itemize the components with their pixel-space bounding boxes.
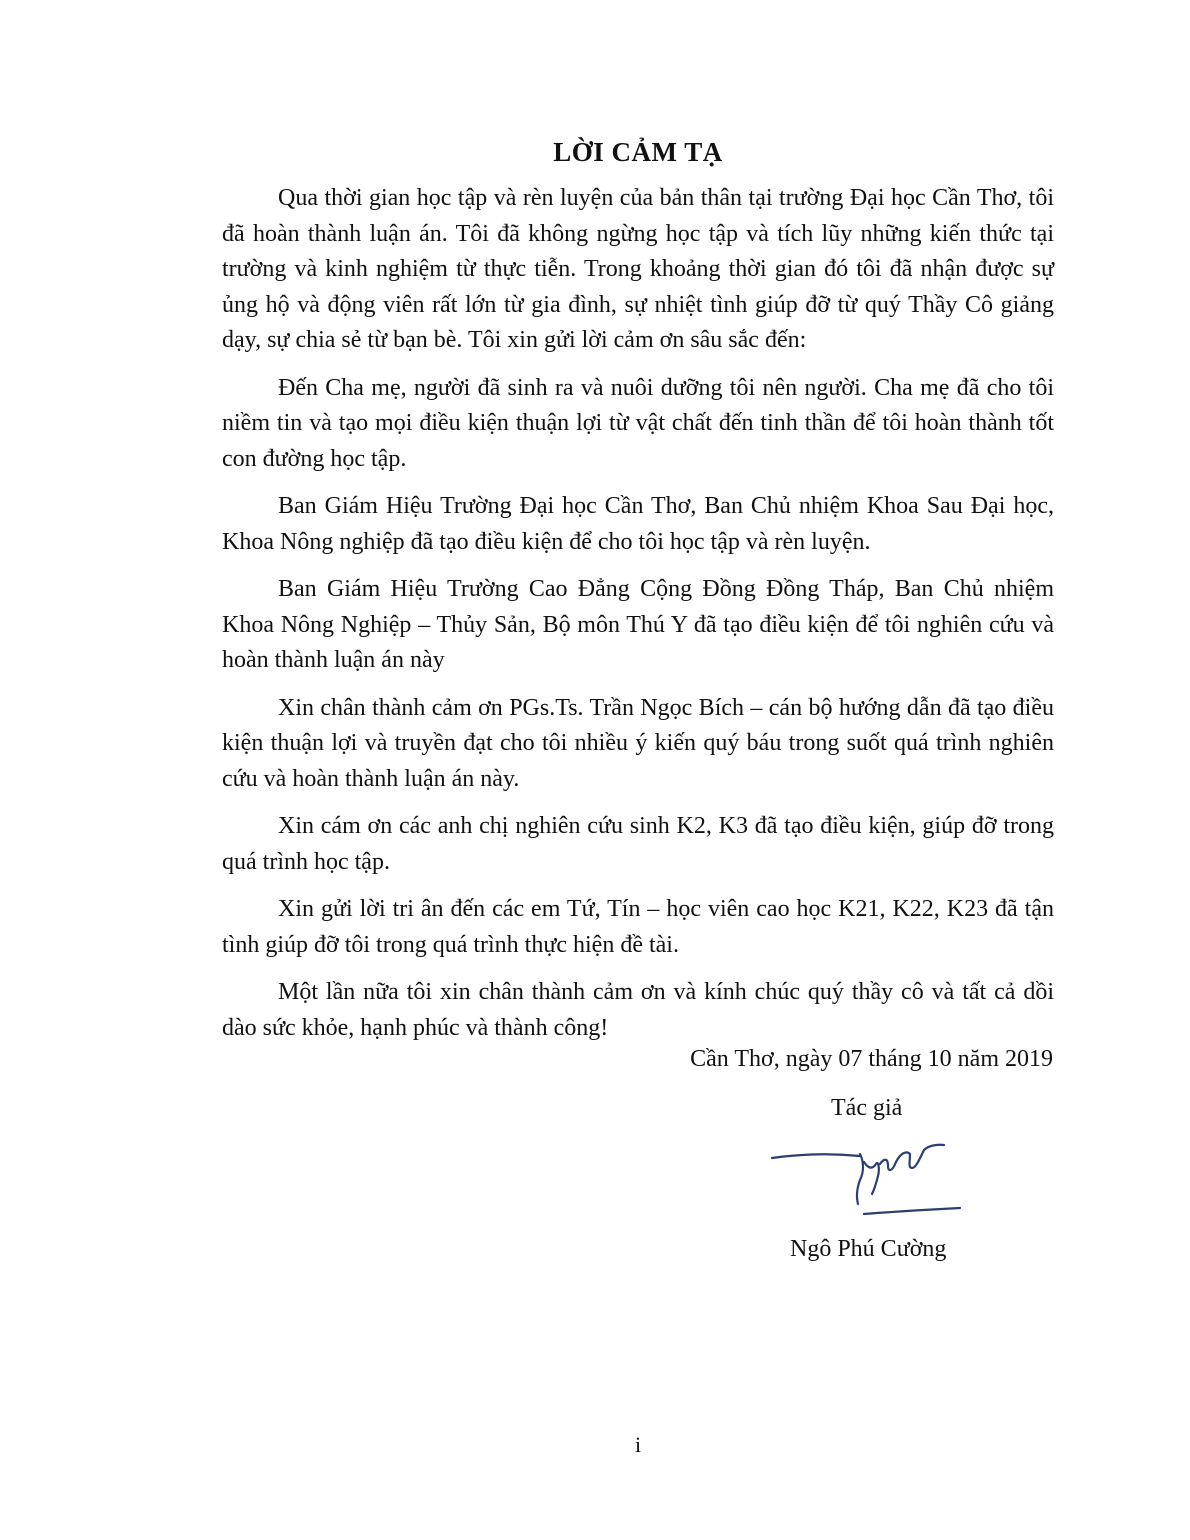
- paragraph-phd-students: Xin cám ơn các anh chị nghiên cứu sinh K2, K3 đã tạo điều kiện, giúp đỡ trong quá trình học tập.: [222, 813, 1054, 875]
- place-date: Cần Thơ, ngày 07 tháng 10 năm 2019: [690, 1046, 1053, 1072]
- author-name: Ngô Phú Cường: [790, 1236, 947, 1262]
- paragraph-parents: Đến Cha mẹ, người đã sinh ra và nuôi dưỡng tôi nên người. Cha mẹ đã cho tôi niềm tin và tạo mọi điều kiện thuận lợi từ vật chất đến tinh thần để tôi hoàn thành tốt con đường học tập.: [222, 374, 1054, 472]
- paragraph-closing-wishes: Một lần nữa tôi xin chân thành cảm ơn và kính chúc quý thầy cô và tất cả dồi dào sức khỏe, hạnh phúc và thành công!: [222, 979, 1054, 1041]
- paragraph-supervisor: Xin chân thành cảm ơn PGs.Ts. Trần Ngọc Bích – cán bộ hướng dẫn đã tạo điều kiện thuận lợi và truyền đạt cho tôi nhiều ý kiến quý báu trong suốt quá trình nghiên cứu và hoàn thành luận án này.: [222, 694, 1054, 792]
- handwritten-signature-icon: [760, 1132, 980, 1222]
- paragraph-intro: Qua thời gian học tập và rèn luyện của bản thân tại trường Đại học Cần Thơ, tôi đã hoàn thành luận án. Tôi đã không ngừng học tập và tích lũy những kiến thức tại trường và kinh nghiệm từ thực tiễn. Trong khoảng thời gian đó tôi đã nhận được sự ủng hộ và động viên rất lớn từ gia đình, sự nhiệt tình giúp đỡ từ quý Thầy Cô giảng dạy, sự chia sẻ từ bạn bè. Tôi xin gửi lời cảm ơn sâu sắc đến:: [222, 185, 1054, 353]
- page-number: i: [634, 1432, 642, 1457]
- paragraph-college: Ban Giám Hiệu Trường Cao Đẳng Cộng Đồng Đồng Tháp, Ban Chủ nhiệm Khoa Nông Nghiệp – Thủy Sản, Bộ môn Thú Y đã tạo điều kiện để tôi nghiên cứu và hoàn thành luận án này: [222, 576, 1054, 673]
- page-title: LỜI CẢM TẠ: [553, 137, 723, 167]
- author-label: Tác giả: [831, 1095, 903, 1121]
- paragraph-university: Ban Giám Hiệu Trường Đại học Cần Thơ, Ban Chủ nhiệm Khoa Sau Đại học, Khoa Nông nghiệp đã tạo điều kiện để cho tôi học tập và rèn luyện.: [222, 493, 1054, 555]
- document-body: [222, 181, 1054, 1058]
- paragraph-masters-students: Xin gửi lời tri ân đến các em Tứ, Tín – học viên cao học K21, K22, K23 đã tận tình giúp đỡ tôi trong quá trình thực hiện đề tài.: [222, 896, 1054, 958]
